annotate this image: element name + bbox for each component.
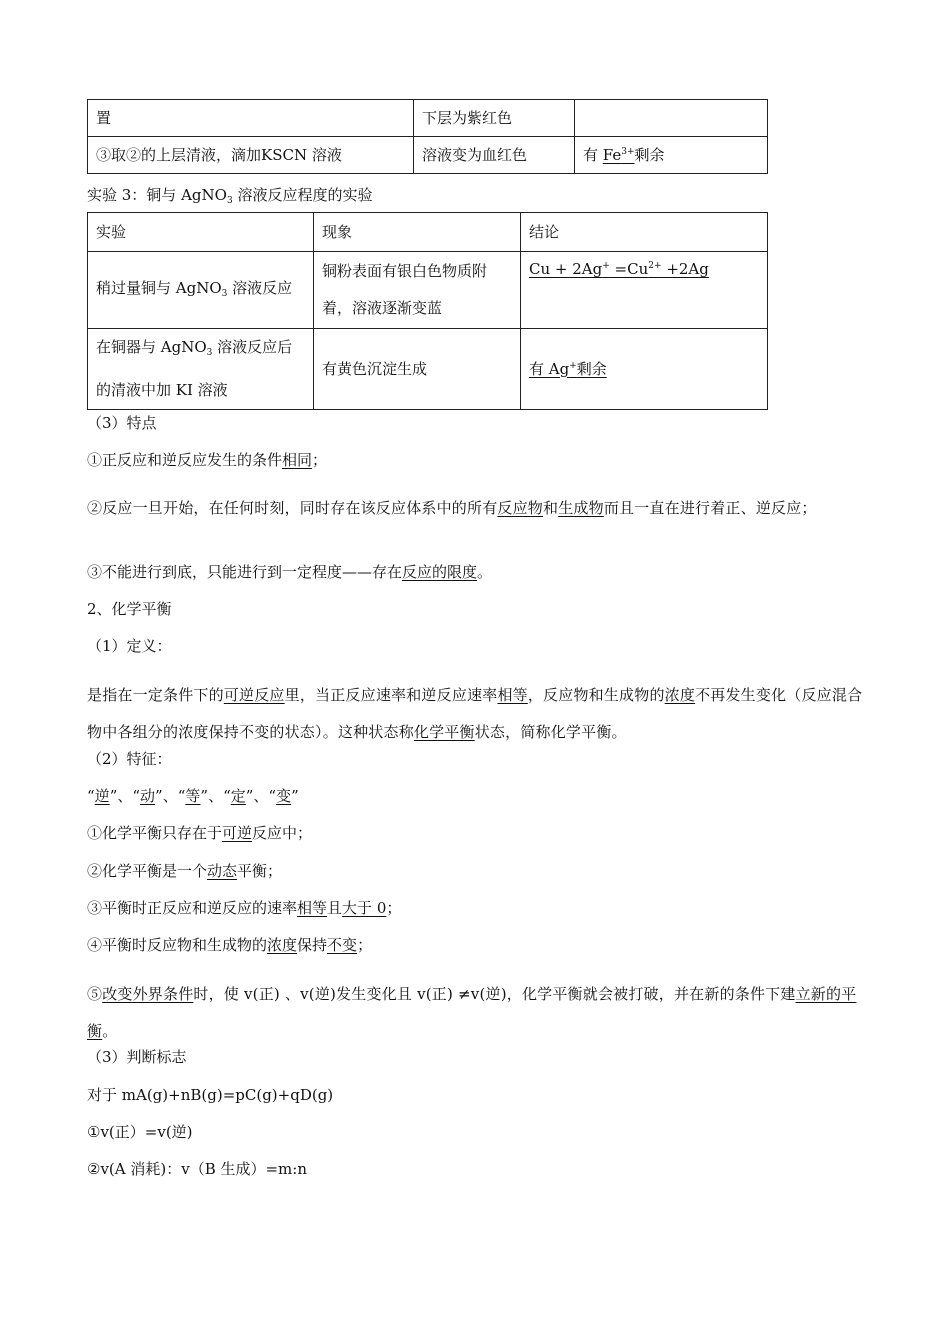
features-heading: （3）特点 (87, 414, 157, 432)
judgement-1: ①v(正）=v(逆) (87, 1123, 193, 1141)
table-cell (521, 329, 768, 410)
table-row (88, 100, 768, 137)
characteristic-1: ①化学平衡只存在于可逆反应中； (87, 824, 313, 842)
conclusion-text: 有 Ag+剩余 (529, 359, 607, 378)
experiment-2-table-tail (87, 99, 768, 174)
characteristic-5: ⑤改变外界条件时，使 v(正) 、v(逆)发生变化且 v(正) ≠v(逆)，化学平衡就会被打破，并在新的条件下建立新的平衡。 (87, 985, 857, 1040)
section-heading: 2、化学平衡 (87, 600, 172, 618)
table-row (88, 329, 768, 410)
table-cell: ③取②的上层清液，滴加KSCN 溶液 (88, 137, 414, 174)
table-row (88, 252, 768, 329)
table-cell (521, 252, 768, 329)
reaction-equation: $Cu + 2Ag^+ =Cu^{2+} +2Ag$ (529, 260, 709, 278)
feature-item-1: ①正反应和逆反应发生的条件相同； (87, 451, 328, 469)
table-cell: 在铜器与 AgNO$_3$ 溶液反应后的清液中加 KI 溶液 (88, 329, 314, 410)
column-header: 实验 (88, 213, 314, 252)
cell-text: 剩余 (634, 145, 665, 164)
table-cell: 下层为紫红色 (414, 100, 575, 137)
feature-item-3: ③不能进行到底，只能进行到一定程度——存在反应的限度。 (87, 563, 493, 581)
experiment-3-table (87, 212, 768, 410)
table-cell: 有黄色沉淀生成 (314, 329, 521, 410)
cell-text: 有 (583, 145, 603, 164)
judgement-2: ②v(A 消耗)：v（B 生成）=m:n (87, 1160, 307, 1178)
table-row (88, 137, 768, 174)
column-header: 现象 (314, 213, 521, 252)
definition-heading: （1）定义： (87, 637, 172, 655)
table-cell (575, 137, 768, 174)
table-header-row (88, 213, 768, 252)
characteristic-2: ②化学平衡是一个动态平衡； (87, 862, 283, 880)
definition-text: 是指在一定条件下的可逆反应里，当正反应速率和逆反应速率相等，反应物和生成物的浓度不再发生变化（反应混合物中各组分的浓度保持不变的状态）。这种状态称化学平衡状态，简称化学平衡。 (87, 686, 863, 741)
characteristic-4: ④平衡时反应物和生成物的浓度保持不变； (87, 936, 373, 954)
characteristics-heading: （2）特征： (87, 750, 172, 768)
reaction-general: 对于 mA(g)+nB(g)=pC(g)+qD(g) (87, 1086, 334, 1104)
table-cell (575, 100, 768, 137)
table-cell: 稍过量铜与 AgNO$_3$ 溶液反应 (88, 252, 314, 329)
feature-item-2: ②反应一旦开始，在任何时刻，同时存在该反应体系中的所有反应物和生成物而且一直在进行着正、逆反应； (87, 499, 817, 517)
experiment-3-title: 实验 3：铜与 AgNO$_3$ 溶液反应程度的实验 (87, 186, 373, 206)
judgement-heading: （3）判断标志 (87, 1048, 187, 1066)
ion-formula: $Fe^{3+}$ (602, 145, 635, 164)
column-header: 结论 (521, 213, 768, 252)
table-cell: 溶液变为血红色 (414, 137, 575, 174)
table-cell: 置 (88, 100, 414, 137)
table-cell: 铜粉表面有银白色物质附着，溶液逐渐变蓝 (314, 252, 521, 329)
keywords-line: “逆”、“动”、“等”、“定”、“变” (87, 787, 299, 805)
characteristic-3: ③平衡时正反应和逆反应的速率相等且大于 0； (87, 899, 402, 917)
